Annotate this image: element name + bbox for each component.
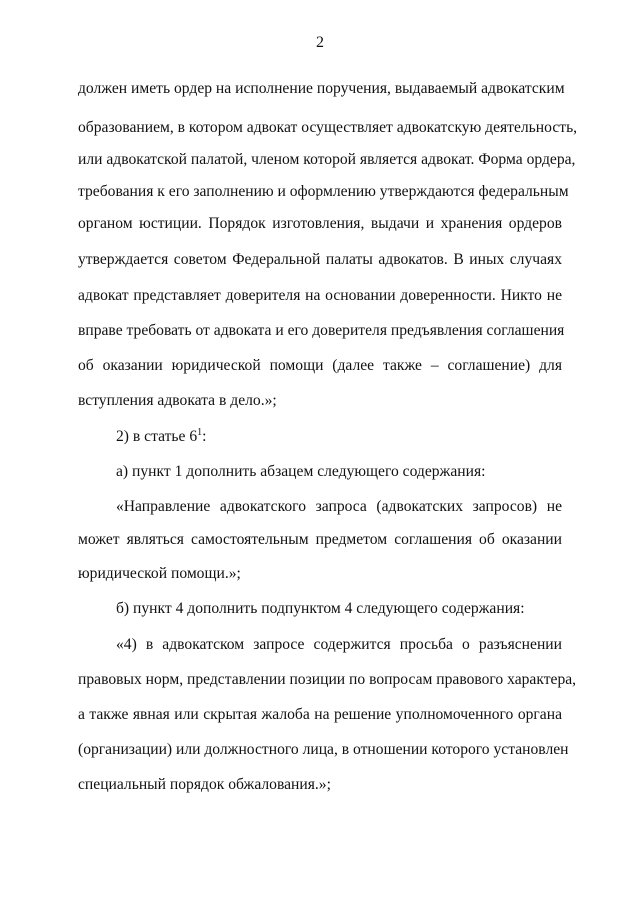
text-line: образованием, в котором адвокат осуществляет адвокатскую деятельность, [78, 119, 578, 136]
text-line: вправе требовать от адвоката и его доверителя предъявления соглашения [78, 322, 565, 339]
text-line: а также явная или скрытая жалоба на решение уполномоченного органа [78, 706, 562, 723]
text-line: правовых норм, представлении позиции по вопросам правового характера, [78, 671, 577, 688]
text-line: специальный порядок обжалования.»; [78, 776, 331, 793]
text-line: вступления адвоката в дело.»; [78, 392, 277, 409]
text-line: или адвокатской палатой, членом которой является адвокат. Форма ордера, [78, 151, 576, 168]
text-line: юридической помощи.»; [78, 565, 241, 582]
text-line: об оказании юридической помощи (далее также – соглашение) для [78, 357, 562, 374]
text-line: адвокат представляет доверителя на основании доверенности. Никто не [78, 287, 562, 304]
page-number: 2 [316, 34, 324, 51]
text-line: утверждается советом Федеральной палаты адвокатов. В иных случаях [78, 251, 562, 268]
text-line: «4) в адвокатском запросе содержится просьба о разъяснении [116, 636, 562, 653]
list-item-2 [116, 428, 562, 446]
text-line: а) пункт 1 дополнить абзацем следующего содержания: [116, 463, 486, 480]
text-line: должен иметь ордер на исполнение поручения, выдаваемый адвокатским [78, 80, 565, 97]
text-line: органом юстиции. Порядок изготовления, выдачи и хранения ордеров [78, 215, 562, 232]
text-line: требования к его заполнению и оформлению утверждаются федеральным [78, 183, 569, 200]
text-line: может являться самостоятельным предметом соглашения об оказании [78, 531, 562, 548]
list-item-2-suffix: : [202, 428, 207, 445]
superscript: 1 [197, 427, 203, 438]
text-line: (организации) или должностного лица, в отношении которого установлен [78, 741, 569, 758]
text-line: «Направление адвокатского запроса (адвокатских запросов) не [116, 498, 562, 515]
text-line: б) пункт 4 дополнить подпунктом 4 следующего содержания: [116, 600, 525, 617]
list-item-2-text: 2) в статье 6 [116, 428, 198, 445]
